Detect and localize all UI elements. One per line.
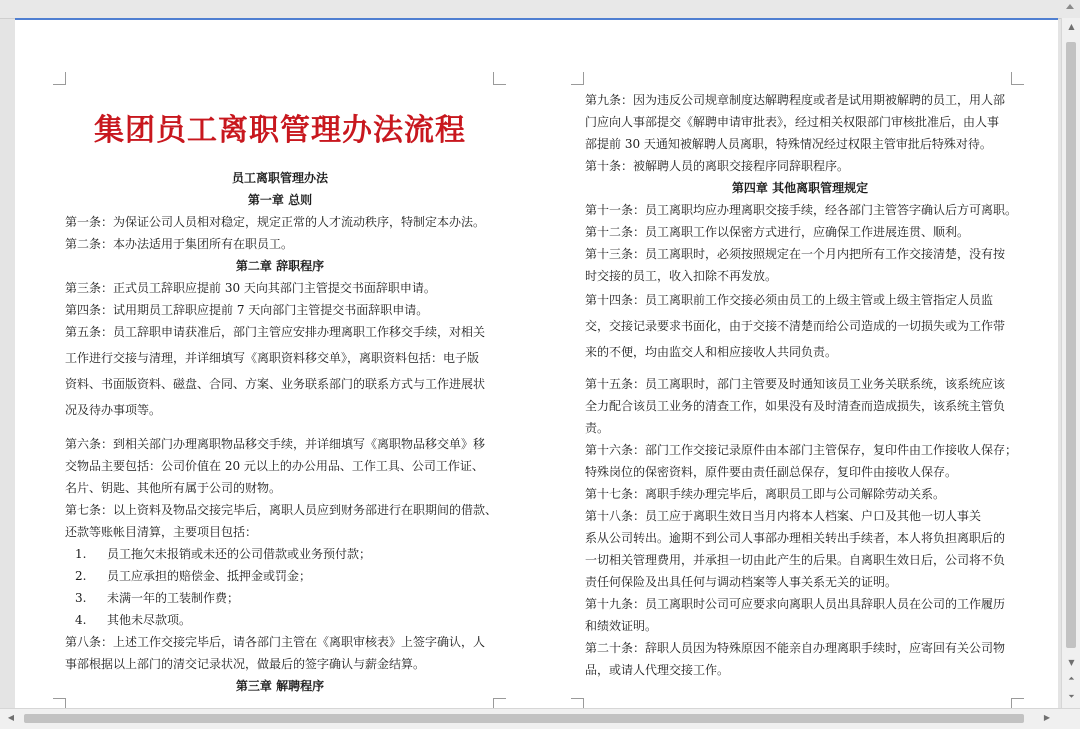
document-title: 集团员工离职管理办法流程 xyxy=(94,113,466,148)
doc-subtitle: 员工离职管理办法 xyxy=(231,171,328,185)
article-14-line-3: 来的不便，均由监交人和相应接收人共同负责。 xyxy=(585,345,838,359)
article-10: 第十条：被解聘人员的离职交接程序同辞职程序。 xyxy=(585,159,850,173)
article-16-line-1: 第十六条：部门工作交接记录原件由本部门主管保存，复印件由工作接收人保存； xyxy=(585,443,1018,457)
chapter-heading-3: 第三章 解聘程序 xyxy=(235,679,325,693)
double-up-icon[interactable]: ⏶ xyxy=(1068,674,1075,683)
top-toolbar-strip xyxy=(0,0,1080,19)
article-14-line-1: 第十四条：员工离职前工作交接必须由员工的上级主管或上级主管指定人员监 xyxy=(585,293,994,307)
article-20-line-1: 第二十条：辞职人员因为特殊原因不能亲自办理离职手续时，应寄回有关公司物 xyxy=(585,641,1006,655)
article-16-line-2: 特殊岗位的保密资料，原件要由责任副总保存，复印件由接收人保存。 xyxy=(585,465,958,479)
vertical-scroll-thumb[interactable] xyxy=(1066,42,1076,648)
article-18-line-2: 系从公司转出。逾期不到公司人事部办理相关转出手续者，本人将负担离职后的 xyxy=(585,531,1006,545)
article-19-line-1: 第十九条：员工离职时公司可应要求向离职人员出具辞职人员在公司的工作履历 xyxy=(585,597,1006,611)
list-text: 员工拖欠未报销或未还的公司借款或业务预付款； xyxy=(107,547,372,561)
list-number: 1. xyxy=(75,547,87,561)
article-9-line-1: 第九条：因为违反公司规章制度达解聘程度或者是试用期被解聘的员工，用人部 xyxy=(585,93,1006,107)
article-19-line-2: 和绩效证明。 xyxy=(585,619,658,633)
list-item xyxy=(65,590,505,606)
article-14-line-2: 交，交接记录要求书面化，由于交接不清楚而给公司造成的一切损失或为工作带 xyxy=(585,319,1006,333)
article-13-line-2: 时交接的员工，收入扣除不再发放。 xyxy=(585,269,778,283)
vertical-scrollbar[interactable] xyxy=(1061,18,1080,708)
document-page xyxy=(15,18,1058,710)
article-6-line-2: 交物品主要包括：公司价值在 20 元以上的办公用品、工作工具、公司工作证、 xyxy=(65,459,484,473)
list-text: 未满一年的工装制作费； xyxy=(107,591,240,605)
double-down-icon[interactable]: ⏷ xyxy=(1068,692,1075,701)
horizontal-scrollbar[interactable] xyxy=(0,708,1080,729)
article-13-line-1: 第十三条：员工离职时，必须按照规定在一个月内把所有工作交接清楚，没有按 xyxy=(585,247,1006,261)
margin-mark-top-left-right-page xyxy=(571,72,584,85)
article-5-line-4: 况及待办事项等。 xyxy=(65,403,162,417)
article-6-line-3: 名片、钥匙、其他所有属于公司的财物。 xyxy=(65,481,282,495)
article-9-line-2: 门应向人事部提交《解聘申请审批表》，经过相关权限部门审核批准后，由人事 xyxy=(585,115,1000,129)
list-number: 4. xyxy=(75,613,87,627)
article-18-line-3: 一切相关管理费用，并承担一切由此产生的后果。自离职生效日后，公司将不负 xyxy=(585,553,1006,567)
article-12: 第十二条：员工离职工作以保密方式进行，应确保工作进展连贯、顺利。 xyxy=(585,225,970,239)
article-15-line-3: 责。 xyxy=(585,421,610,435)
article-1: 第一条：为保证公司人员相对稳定，规定正常的人才流动秩序，特制定本办法。 xyxy=(65,215,486,229)
chapter-heading-2: 第二章 辞职程序 xyxy=(235,259,325,273)
article-8-line-2: 事部根据以上部门的清交记录状况，做最后的签字确认与薪金结算。 xyxy=(65,657,426,671)
article-5-line-3: 资料、书面版资料、磁盘、合同、方案、业务联系部门的联系方式与工作进展状 xyxy=(65,377,486,391)
list-text: 其他未尽款项。 xyxy=(107,613,192,627)
article-7-line-1: 第七条：以上资料及物品交接完毕后，离职人员应到财务部进行在职期间的借款、 xyxy=(65,503,498,517)
list-text: 员工应承担的赔偿金、抵押金或罚金； xyxy=(107,569,312,583)
article-4: 第四条：试用期员工辞职应提前 7 天向部门主管提交书面辞职申请。 xyxy=(65,303,429,317)
article-3: 第三条：正式员工辞职应提前 30 天向其部门主管提交书面辞职申请。 xyxy=(65,281,436,295)
article-18-line-4: 责任何保险及出具任何与调动档案等人事关系无关的证明。 xyxy=(585,575,898,589)
article-9-line-3: 部提前 30 天通知被解聘人员离职，特殊情况经过权限主管审批后特殊对待。 xyxy=(585,137,992,151)
margin-mark-top-left xyxy=(53,72,66,85)
article-11: 第十一条：员工离职均应办理离职交接手续，经各部门主管答字确认后方可离职。 xyxy=(585,203,1018,217)
list-item xyxy=(65,546,505,562)
triangle-left-icon[interactable]: ◀ xyxy=(7,713,15,722)
list-number: 2. xyxy=(75,569,87,583)
article-18-line-1: 第十八条：员工应于离职生效日当月内将本人档案、户口及其他一切人事关 xyxy=(585,509,982,523)
article-5-line-2: 工作进行交接与清理，并详细填写《离职资料移交单》，离职资料包括：电子版 xyxy=(65,351,480,365)
triangle-up-icon[interactable]: ▲ xyxy=(1068,22,1075,31)
article-15-line-1: 第十五条：员工离职时，部门主管要及时通知该员工业务关联系统，该系统应该 xyxy=(585,377,1006,391)
triangle-down-icon[interactable]: ▼ xyxy=(1068,658,1075,667)
triangle-right-icon[interactable]: ▶ xyxy=(1043,713,1051,722)
list-number: 3. xyxy=(75,591,87,605)
margin-mark-top-right xyxy=(493,72,506,85)
article-6-line-1: 第六条：到相关部门办理离职物品移交手续，并详细填写《离职物品移交单》移 xyxy=(65,437,486,451)
list-item xyxy=(65,612,505,628)
chapter-heading-4: 第四章 其他离职管理规定 xyxy=(731,181,869,195)
collapse-arrow-icon[interactable] xyxy=(1066,4,1074,9)
article-15-line-2: 全力配合该员工业务的清查工作，如果没有及时清查而造成损失，该系统主管负 xyxy=(585,399,1006,413)
chapter-heading-1: 第一章 总则 xyxy=(247,193,313,207)
horizontal-scroll-thumb[interactable] xyxy=(24,714,1024,723)
article-2: 第二条：本办法适用于集团所有在职员工。 xyxy=(65,237,294,251)
article-17: 第十七条：离职手续办理完毕后，离职员工即与公司解除劳动关系。 xyxy=(585,487,946,501)
margin-mark-top-right-right-page xyxy=(1011,72,1024,85)
article-20-line-2: 品，或请人代理交接工作。 xyxy=(585,663,730,677)
article-8-line-1: 第八条：上述工作交接完毕后，请各部门主管在《离职审核表》上签字确认，人 xyxy=(65,635,486,649)
list-item xyxy=(65,568,505,584)
article-7-line-2: 还款等账帐目清算，主要项目包括： xyxy=(65,525,258,539)
article-5-line-1: 第五条：员工辞职申请获准后，部门主管应安排办理离职工作移交手续，对相关 xyxy=(65,325,486,339)
